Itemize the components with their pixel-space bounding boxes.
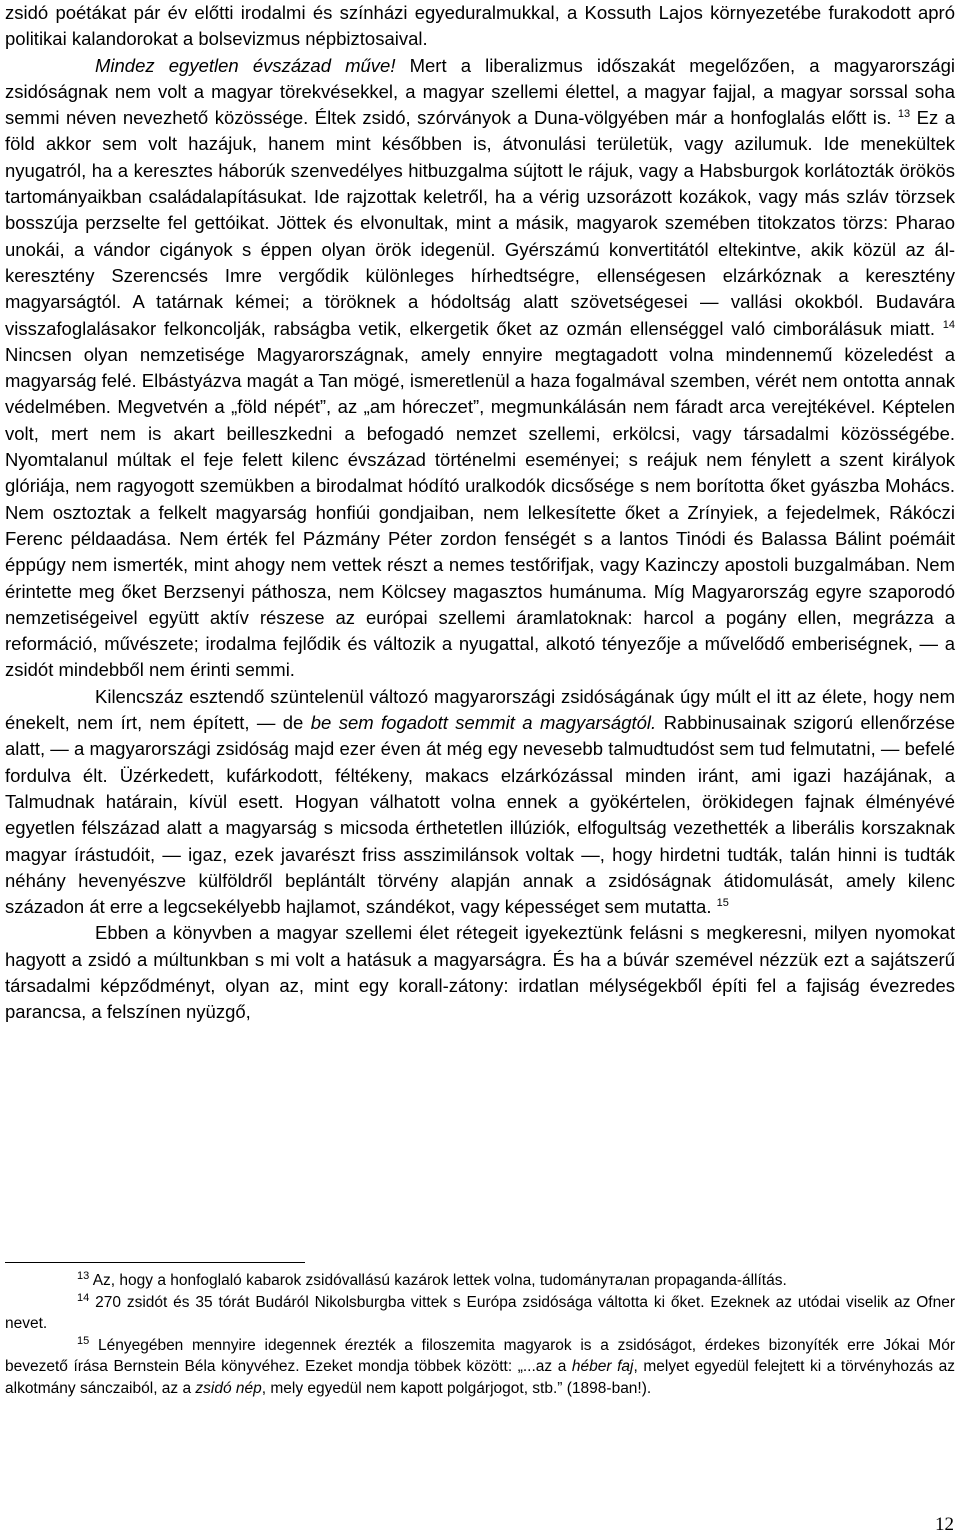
footnote-ref: 13 — [897, 108, 911, 121]
text-run: , melyet egyedül felejtett ki a törvényhozás az alkotmány sánczaiból, az a — [5, 1358, 955, 1397]
text-run: Az, hogy a honfoglaló kabarok zsidóvallású kazárok lettek volna, tudományталan propaganda-állítás. — [89, 1272, 787, 1289]
italic-text: Mindez egyetlen évszázad műve! — [95, 54, 396, 76]
text-run: Kilencszáz esztendő szüntelenül változó magyarországi zsidóságának úgy múlt el itt az élete, hogy nem énekelt, nem írt, nem épített, — de — [5, 685, 955, 734]
italic-text: be sem fogadott semmit a magyarságtól. — [310, 712, 657, 734]
paragraph-2 — [5, 53, 955, 684]
text-run: , mely egyedül nem kapott polgárjogot, stb.” (1898-ban!). — [261, 1379, 652, 1397]
footnote-ref: 15 — [716, 896, 729, 909]
text-run: zsidó poétákat pár év előtti irodalmi és színházi egyeduralmukkal, a Kossuth Lajos környezetébe furakodott apró politikai kalandorokat a bolsevizmus népbiztosaival. — [5, 2, 955, 50]
paragraph-3 — [5, 684, 955, 921]
footnote-ref: 13 — [77, 1269, 90, 1282]
footnotes — [5, 1270, 955, 1400]
body-text — [5, 0, 955, 1026]
footnote-ref: 15 — [77, 1334, 90, 1347]
text-run: Lényegében mennyire idegennek érezték a filoszemita magyarok is a zsidóságot, érdekes bizonyíték erre Jókai Mór bevezető írása Bernstein Béla könyvéhez. Ezeket mondja többek között: „...az a — [5, 1336, 955, 1376]
text-run: Ebben a könyvben a magyar szellemi élet rétegeit igyekeztünk felásni s megkeresni, milyen nyomokat hagyott a zsidó a múltunkban s mi volt a hatásuk a magyarságra. És ha a búvár szemével nézzük ezt a sajátszerű társadalmi képződményt, olyan az, mint egy korall-zátony: irdatlan mélységekből építi fel a fajiság évezredes parancsa, a felszínen nyüzgő, — [5, 922, 955, 1023]
footnote-3 — [5, 1335, 955, 1400]
italic-text: héber faj — [571, 1358, 634, 1376]
text-run: Rabbinusainak szigorú ellenőrzése alatt, — a magyarországi zsidóság majd ezer éven át még egy nevesebb talmudtudóst sem tud felmutatni, — befelé fordulva élt. Üzérkedett, kufárkodott, féltékeny, makacs elzárkózással minden iránt, ami igazi hazájának, a Talmudnak határain, kívül esett. Hogyan válhatott volna ennek a gyökértelen, örökidegen fajnak élményévé egyetlen félszázad alatt a magyarság s micsoda érthetetlen illúziók, elfogultság vezethették a liberális korszaknak magyar írástudóit, — igaz, ezek javarészt friss asszimilánsok voltak —, hogy hirdetni tudták, talán hinni is tudták néhány hevenyészve külföldről beplántált törvény alapján annak a zsidóságnak átidomulását, amely kilenc századon át erre a legcsekélyebb hajlamot, szándékot, vagy képességet sem mutatta. — [5, 712, 956, 918]
footnote-ref: 14 — [942, 318, 955, 331]
text-run: Mert a liberalizmus időszakát megelőzően, a magyarországi zsidóságnak nem volt a magyar törekvésekkel, a magyar szellemi élettel, a magyar fajjal, a magyar sorssal soha semmi néven nevezhető közössége. Éltek zsidó, szórványok a Duna-völgyében már a honfoglalás előtt is. — [5, 54, 955, 129]
page-number: 12 — [935, 1514, 954, 1535]
footnote-1 — [5, 1270, 955, 1292]
paragraph-1 — [5, 0, 955, 53]
footnote-2 — [5, 1292, 955, 1335]
text-run: Nincsen olyan nemzetisége Magyarországnak, amely ennyire megtagadott volna mindennemű közeledést a magyarság felé. Elbástyázva magát a Tan mögé, ismeretlenül a haza fogalmával szemben, vérét nem ontotta annak védelmében. Megvetvén a „föld népét”, az „am hóreczet”, megmunkálásán nem fáradt arca verejtékével. Képtelen volt, mert nem is akart beilleszkedni a befogadó nemzet szellemi, erkölcsi, vagy társadalmi közösségébe. Nyomtalanul múltak el feje felett kilenc évszázad történelmi eseményei; s reájuk nem fénylett a szent királyok glóriája, nem ragyogott szemükben a birodalmat hódító uralkodók dicsősége s nem borította őket gyászba Mohács. Nem osztoztak a felkelt magyarság honfiúi gondjaiban, nem lelkesítette őket a Zrínyiek, a fejedelmek, Rákóczi Ferenc példaadása. Nem érték fel Pázmány Péter zordon fenségét s a lantos Tinódi és Balassa Bálint poémáit éppúgy nem ismerték, mint ahogy nem vettek részt a nemes testőrifjak, vagy Kazinczy apostoli buzgalmában. Nem érintette meg őket Berzsenyi páthosza, nem Kölcsey magasztos humánuma. Míg Magyarország egyre szaporodó nemzetiségeivel együtt aktív részese az európai szellemi áramlatoknak: harcol a pogány ellen, megrázza a reformáció, művészete; irodalma fejlődik és változik a nyugattal, alkotó tényezője a művelődő emberiségnek, — a zsidót mindebből nem érinti semmi. — [5, 343, 955, 681]
footnote-ref: 14 — [77, 1291, 90, 1304]
footnote-separator — [5, 1262, 305, 1263]
text-run: 270 zsidót és 35 tórát Budáról Nikolsburgba vittek s Európa zsidósága váltotta ki őket. Ezeknek az utódai viselik az Ofner nevet. — [5, 1293, 955, 1333]
document-page — [5, 0, 955, 1026]
italic-text: zsidó nép — [195, 1379, 262, 1397]
paragraph-4 — [5, 920, 955, 1025]
text-run: Ez a föld akkor sem volt hazájuk, hanem mint későbben is, átvonulási területük, vagy azilumuk. Ide menekültek nyugatról, ha a keresztes háborúk szenvedélyes hitbuzgalma sújtott le rájuk, vagy a Habsburgok korlátozták örökös tartományaikban családalapításukat. Ide rajzottak keletről, ha a vérig uzsorázott kozákok, vagy más szláv törzsek bosszúja perzselte fel gettóikat. Jöttek és elvonultak, mint a másik, magyarok szemében titokzatos törzs: Pharao unokái, a vándor cigányok s éppen olyan örök idegenül. Gyérszámú konvertitától eltekintve, akik közül az ál-keresztény Szerencsés Imre vergődik különleges hírhedtségre, ellenségesen elzárkóznak a keresztény magyarságtól. A tatárnak kémei; a töröknek a hódoltság alatt szövetségesei — vallási okokból. Budavára visszafoglalásakor felkoncolják, rabságba vetik, elkergetik őket az ozmán ellenséggel való cimborálásuk miatt. — [5, 107, 955, 339]
